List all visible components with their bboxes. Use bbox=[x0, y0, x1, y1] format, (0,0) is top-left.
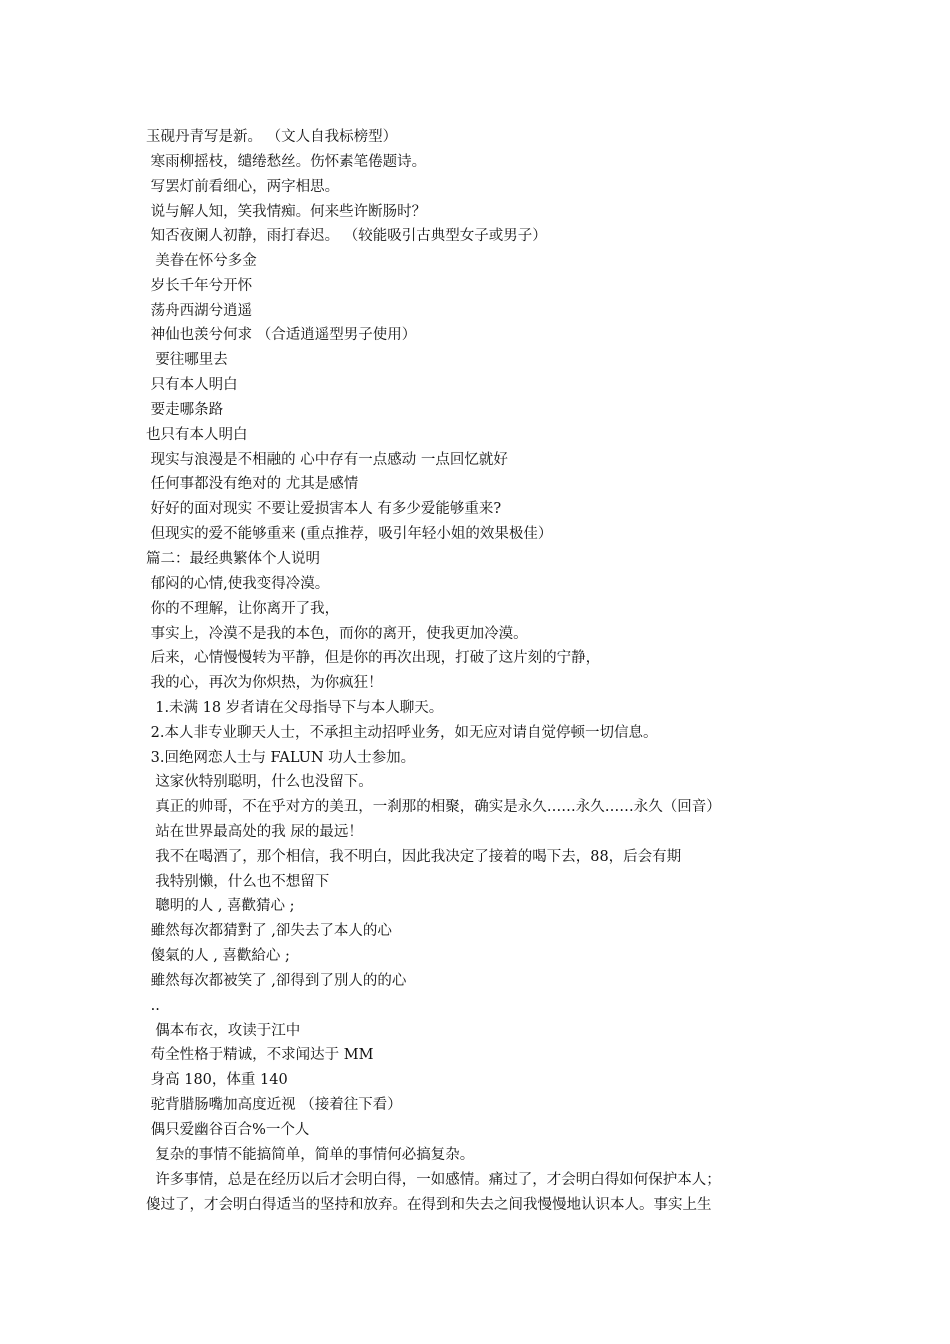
text-line: 偶本布衣，攻读于江中 bbox=[146, 1023, 301, 1039]
text-line: 事实上，冷漠不是我的本色，而你的离开，使我更加冷漠。 bbox=[146, 626, 528, 642]
text-line: 站在世界最高处的我 尿的最远！ bbox=[146, 824, 363, 840]
text-line: 岁长千年兮开怀 bbox=[146, 278, 253, 294]
text-line: 任何事都没有绝对的 尤其是感情 bbox=[146, 476, 359, 492]
text-line: 但现实的爱不能够重来 (重点推荐，吸引年轻小姐的效果极佳） bbox=[146, 526, 553, 542]
text-line: 这家伙特别聪明，什么也没留下。 bbox=[146, 774, 373, 790]
text-line: 要走哪条路 bbox=[146, 402, 224, 418]
text-line: 许多事情，总是在经历以后才会明白得，一如感情。痛过了，才会明白得如何保护本人； bbox=[146, 1172, 721, 1188]
text-line: 说与解人知，笑我情痴。何来些许断肠时？ bbox=[146, 204, 427, 220]
text-line: 寒雨柳摇枝，缱绻愁丝。伤怀素笔倦题诗。 bbox=[146, 154, 427, 170]
text-line: 郁闷的心情,使我变得冷漠。 bbox=[146, 576, 330, 592]
text-line: 复杂的事情不能搞简单，简单的事情何必搞复杂。 bbox=[146, 1147, 475, 1163]
text-line: 傻氣的人 , 喜歡給心 ; bbox=[146, 948, 290, 964]
text-line: 只有本人明白 bbox=[146, 377, 238, 393]
text-line: 好好的面对现实 不要让爱损害本人 有多少爱能够重来? bbox=[146, 501, 502, 517]
text-line: 身高 180，体重 140 bbox=[146, 1072, 288, 1088]
text-line: 我特别懒，什么也不想留下 bbox=[146, 874, 330, 890]
section-heading: 篇二：最经典繁体个人说明 bbox=[146, 551, 320, 567]
text-line: 3.回绝网恋人士与 FALUN 功人士参加。 bbox=[146, 750, 416, 766]
text-line: .. bbox=[146, 998, 160, 1014]
text-line: 1.未满 18 岁者请在父母指导下与本人聊天。 bbox=[146, 700, 444, 716]
text-line: 我不在喝酒了，那个相信，我不明白，因此我决定了接着的喝下去，88，后会有期 bbox=[146, 849, 682, 865]
text-line: 雖然每次都猜對了 ,卻失去了本人的心 bbox=[146, 923, 392, 939]
text-line: 现实与浪漫是不相融的 心中存有一点感动 一点回忆就好 bbox=[146, 452, 508, 468]
text-line: 也只有本人明白 bbox=[146, 427, 248, 443]
text-line: 玉砚丹青写是新。 （文人自我标榜型） bbox=[146, 129, 398, 145]
text-line: 雖然每次都被笑了 ,卻得到了別人的的心 bbox=[146, 973, 407, 989]
text-line: 聰明的人 , 喜歡猜心 ; bbox=[146, 898, 295, 914]
text-line: 要往哪里去 bbox=[146, 352, 228, 368]
text-line: 神仙也羡兮何求 （合适逍遥型男子使用） bbox=[146, 327, 417, 343]
text-line: 知否夜阑人初静，雨打春迟。 （较能吸引古典型女子或男子） bbox=[146, 228, 547, 244]
text-line: 我的心，再次为你炽热，为你疯狂！ bbox=[146, 675, 383, 691]
text-line: 傻过了，才会明白得适当的坚持和放弃。在得到和失去之间我慢慢地认识本人。事实上生 bbox=[146, 1197, 712, 1213]
text-line: 荡舟西湖兮逍遥 bbox=[146, 303, 253, 319]
text-line: 你的不理解，让你离开了我， bbox=[146, 601, 340, 617]
text-line: 真正的帅哥，不在乎对方的美丑，一刹那的相聚，确实是永久……永久……永久（回音） bbox=[146, 799, 721, 815]
text-line: 苟全性格于精诚，不求闻达于 MM bbox=[146, 1047, 374, 1063]
text-line: 偶只爱幽谷百合%一个人 bbox=[146, 1122, 310, 1138]
text-line: 2.本人非专业聊天人士，不承担主动招呼业务，如无应对请自觉停顿一切信息。 bbox=[146, 725, 658, 741]
text-line: 美眷在怀兮多金 bbox=[146, 253, 257, 269]
text-line: 驼背腊肠嘴加高度近视 （接着往下看） bbox=[146, 1097, 402, 1113]
text-line: 写罢灯前看细心，两字相思。 bbox=[146, 179, 340, 195]
text-line: 后来，心情慢慢转为平静，但是你的再次出现，打破了这片刻的宁静， bbox=[146, 650, 601, 666]
